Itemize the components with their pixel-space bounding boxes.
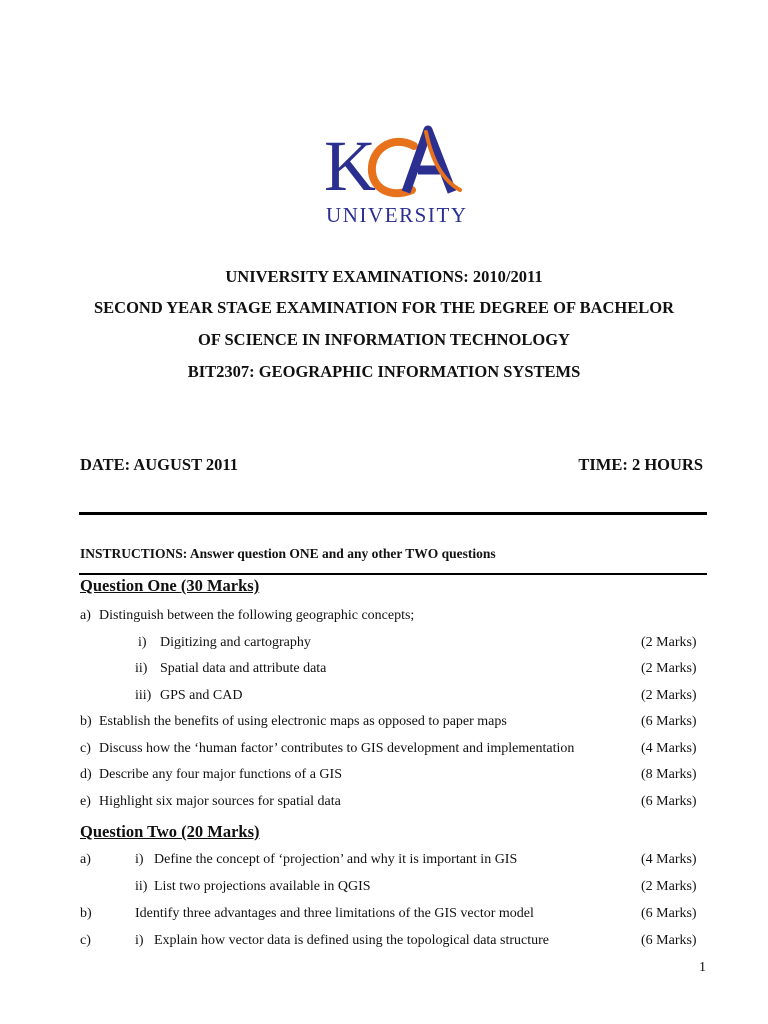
question-line <box>0 852 768 872</box>
item-text: List two projections available in QGIS <box>154 879 371 894</box>
logo-letter-k: K <box>324 126 376 206</box>
question-line <box>0 714 768 734</box>
divider-thin <box>79 573 707 575</box>
item-label: c) <box>80 933 91 948</box>
item-label: i) <box>138 635 147 650</box>
item-text: Distinguish between the following geographic concepts; <box>99 608 415 623</box>
question-line <box>0 767 768 787</box>
item-label: c) <box>80 741 91 756</box>
item-marks: (6 Marks) <box>641 714 697 729</box>
item-marks: (2 Marks) <box>641 635 697 650</box>
item-label: a) <box>80 608 91 623</box>
item-text: Identify three advantages and three limitations of the GIS vector model <box>135 906 534 921</box>
question-line <box>0 906 768 926</box>
item-text: Digitizing and cartography <box>160 635 311 650</box>
item-text: Spatial data and attribute data <box>160 661 327 676</box>
item-marks: (2 Marks) <box>641 879 697 894</box>
question-line <box>0 933 768 953</box>
degree-line-2: OF SCIENCE IN INFORMATION TECHNOLOGY <box>198 330 570 349</box>
exam-time: TIME: 2 HOURS <box>578 455 703 474</box>
degree-line-1: SECOND YEAR STAGE EXAMINATION FOR THE DEGREE OF BACHELOR <box>93 298 675 317</box>
item-marks: (8 Marks) <box>641 767 697 782</box>
item-marks: (4 Marks) <box>641 741 697 756</box>
logo-letters <box>324 126 460 206</box>
item-marks: (6 Marks) <box>641 794 697 809</box>
item-text: Highlight six major sources for spatial data <box>99 794 341 809</box>
item-text: Establish the benefits of using electronic maps as opposed to paper maps <box>99 714 507 729</box>
item-text: Define the concept of ‘projection’ and why it is important in GIS <box>154 852 518 867</box>
item-label: ii) <box>135 661 148 676</box>
item-text: Describe any four major functions of a GIS <box>99 767 342 782</box>
divider-thick <box>79 512 707 515</box>
item-label: b) <box>80 906 92 921</box>
item-text: Explain how vector data is defined using the topological data structure <box>154 933 549 948</box>
item-marks: (2 Marks) <box>641 661 697 676</box>
page-number: 1 <box>699 960 706 975</box>
item-marks: (6 Marks) <box>641 906 697 921</box>
logo-subtitle: UNIVERSITY <box>326 203 466 227</box>
item-label: b) <box>80 714 92 729</box>
exam-title: UNIVERSITY EXAMINATIONS: 2010/2011 <box>225 267 543 286</box>
item-marks: (6 Marks) <box>641 933 697 948</box>
question-line <box>0 661 768 681</box>
question-line <box>0 608 768 628</box>
question-line <box>0 794 768 814</box>
question-one-title: Question One (30 Marks) <box>80 576 260 595</box>
question-line <box>0 879 768 899</box>
exam-date: DATE: AUGUST 2011 <box>80 455 239 474</box>
item-text: Discuss how the ‘human factor’ contributes to GIS development and implementation <box>99 741 575 756</box>
course-title: BIT2307: GEOGRAPHIC INFORMATION SYSTEMS <box>187 362 581 381</box>
item-label: e) <box>80 794 91 809</box>
question-line <box>0 741 768 761</box>
item-marks: (2 Marks) <box>641 688 697 703</box>
item-label: iii) <box>135 688 152 703</box>
item-sublabel: ii) <box>135 879 148 894</box>
question-line <box>0 688 768 708</box>
item-label: a) <box>80 852 91 867</box>
item-sublabel: i) <box>135 852 144 867</box>
item-marks: (4 Marks) <box>641 852 697 867</box>
question-two-title: Question Two (20 Marks) <box>80 822 260 841</box>
kca-university-logo <box>322 120 470 230</box>
item-text: GPS and CAD <box>160 688 243 703</box>
item-sublabel: i) <box>135 933 144 948</box>
instructions: INSTRUCTIONS: Answer question ONE and any other TWO questions <box>80 546 496 561</box>
item-label: d) <box>80 767 92 782</box>
question-line <box>0 635 768 655</box>
